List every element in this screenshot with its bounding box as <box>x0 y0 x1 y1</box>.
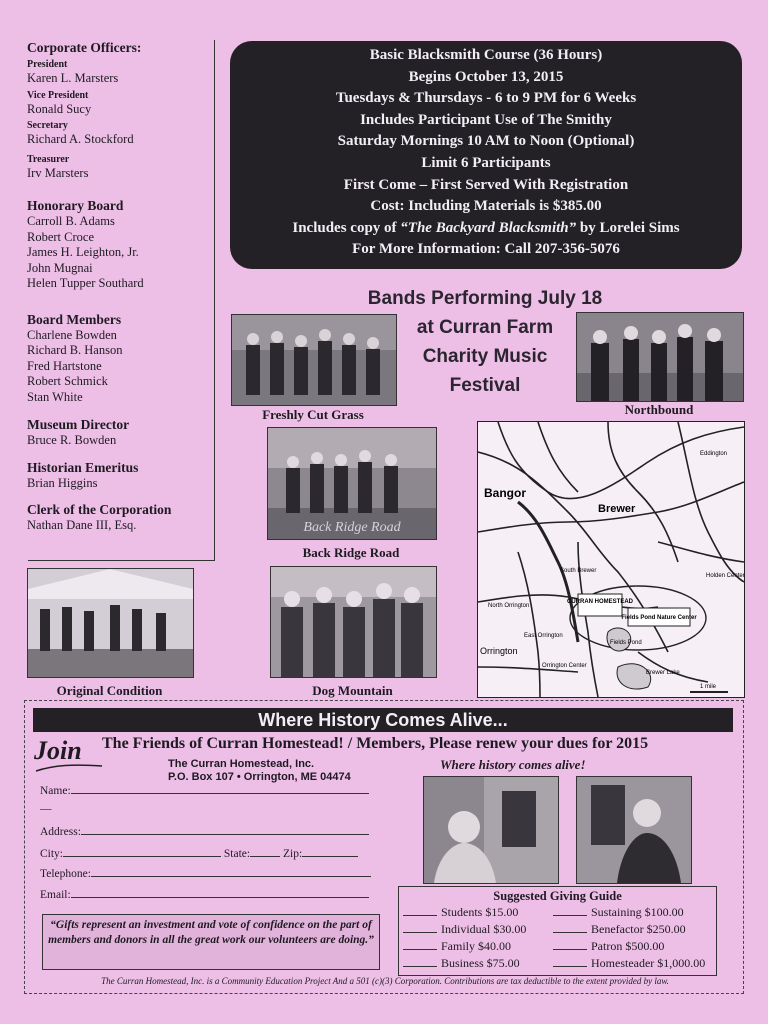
area-map <box>477 421 745 698</box>
sidebar <box>27 40 215 534</box>
guide-option[interactable] <box>403 905 518 920</box>
book-suffix: by Lorelei Sims <box>576 219 680 236</box>
state-field-label: State: <box>223 848 251 860</box>
sidebar-divider <box>214 40 215 560</box>
friends-heading: The Friends of Curran Homestead! / Members, Please renew your dues for 2015 <box>102 735 649 752</box>
course-line: First Come – First Served With Registration <box>343 176 629 193</box>
course-line: Limit 6 Participants <box>421 154 551 171</box>
guide-option[interactable] <box>553 939 664 954</box>
join-heading: Join <box>34 736 82 765</box>
secretary-name: Richard A. Stockford <box>27 132 134 146</box>
map-label-curran: CURRAN HOMESTEAD <box>567 599 633 605</box>
zip-field[interactable] <box>302 845 358 857</box>
course-line: Saturday Mornings 10 AM to Noon (Optional) <box>337 133 635 150</box>
map-label-orrington: Orrington <box>480 646 518 656</box>
vice-president-name: Ronald Sucy <box>27 101 92 116</box>
map-label-holden: Holden Center <box>706 573 744 579</box>
board-members-heading: Board Members <box>27 311 122 327</box>
email-field-label: Email: <box>40 889 71 901</box>
bands-line: at Curran Farm <box>416 317 554 338</box>
name-field-label: Name: <box>40 785 71 797</box>
honorary-member: John Mugnai <box>27 260 93 275</box>
telephone-field[interactable] <box>91 865 371 877</box>
treasurer-label: Treasurer <box>27 153 70 165</box>
freshly-cut-grass-caption: Freshly Cut Grass <box>262 407 364 422</box>
guide-option-label: Sustaining $100.00 <box>591 905 684 919</box>
dog-mountain-caption: Dog Mountain <box>312 683 393 698</box>
honorary-member: Robert Croce <box>27 229 94 244</box>
treasurer-name: Irv Marsters <box>27 165 89 180</box>
dash-mark: — <box>40 803 52 815</box>
guide-option[interactable] <box>553 956 705 971</box>
address-field-row <box>40 823 369 838</box>
honorary-board-heading: Honorary Board <box>27 198 124 213</box>
book-prefix: Includes copy of <box>292 219 401 236</box>
map-label-south-brewer: South Brewer <box>560 568 597 574</box>
telephone-field-row <box>40 865 371 880</box>
giving-guide <box>398 886 717 976</box>
museum-director-name: Bruce R. Bowden <box>27 433 117 447</box>
historian-name: Brian Higgins <box>27 475 98 490</box>
clerk-name: Nathan Dane III, Esq. <box>27 518 137 532</box>
map-label-brewer: Brewer <box>598 503 636 515</box>
museum-director-heading: Museum Director <box>27 417 130 432</box>
giving-guide-title: Suggested Giving Guide <box>493 889 622 903</box>
membership-banner: Where History Comes Alive... <box>33 708 733 732</box>
zip-field-label: Zip: <box>282 848 303 860</box>
guide-option[interactable] <box>553 905 684 920</box>
state-field[interactable] <box>250 845 280 857</box>
course-book-line <box>230 218 742 240</box>
guide-option[interactable] <box>403 956 520 971</box>
course-line: Tuesdays & Thursdays - 6 to 9 PM for 6 Weeks <box>335 90 637 107</box>
course-contact: For More Information: Call 207-356-5076 <box>352 241 620 258</box>
city-state-zip-row <box>40 845 358 860</box>
footer-note: The Curran Homestead, Inc. is a Community Education Project And a 501 (c)(3) Corporation. Contributions are tax deductible to the extent provided by law. <box>101 976 669 986</box>
northbound-photo <box>576 312 744 402</box>
dog-mountain-photo <box>270 566 437 678</box>
back-ridge-road-caption: Back Ridge Road <box>302 545 400 560</box>
org-name: The Curran Homestead, Inc. <box>168 758 315 770</box>
board-member: Robert Schmick <box>27 374 108 388</box>
board-member: Richard B. Hanson <box>27 343 123 357</box>
guide-option-label: Business $75.00 <box>441 956 520 970</box>
freshly-cut-grass-photo <box>231 314 397 406</box>
name-field-row <box>40 782 369 797</box>
org-address <box>168 758 351 784</box>
address-field[interactable] <box>81 823 369 835</box>
board-member: Stan White <box>27 389 83 404</box>
email-field-row <box>40 886 369 901</box>
bands-line: Charity Music <box>422 346 548 367</box>
email-field[interactable] <box>71 886 369 898</box>
org-postal: P.O. Box 107 • Orrington, ME 04474 <box>168 771 351 783</box>
historian-heading: Historian Emeritus <box>27 459 139 475</box>
telephone-field-label: Telephone: <box>40 868 91 880</box>
guide-option-label: Family $40.00 <box>441 939 512 953</box>
guide-option[interactable] <box>403 939 511 954</box>
corporate-officers-heading: Corporate Officers: <box>27 40 142 55</box>
address-field-label: Address: <box>40 826 81 838</box>
book-title: “The Backyard Blacksmith” <box>400 219 577 236</box>
phone-operator-photo <box>423 776 559 884</box>
phone-visitor-photo <box>576 776 692 884</box>
back-ridge-road-photo <box>267 427 437 540</box>
president-name: Karen L. Marsters <box>27 71 119 85</box>
secretary-label: Secretary <box>27 120 68 131</box>
map-label-eddington: Eddington <box>700 451 728 457</box>
gifts-quote: “Gifts represent an investment and vote of confidence on the part of members and donors in all the great work our volunteers are doing.” <box>42 914 380 970</box>
guide-option[interactable] <box>403 922 526 937</box>
map-label-north-orrington: North Orrington <box>488 603 530 609</box>
guide-option-label: Patron $500.00 <box>591 939 665 953</box>
back-ridge-sign: Back Ridge Road <box>303 520 401 535</box>
bands-line: Bands Performing July 18 <box>367 288 603 309</box>
tagline: Where history comes alive! <box>440 757 586 772</box>
city-field[interactable] <box>63 845 221 857</box>
honorary-member: Carroll B. Adams <box>27 214 115 228</box>
bands-line: Festival <box>449 375 521 396</box>
map-label-pond: Fields Pond <box>610 640 642 646</box>
name-field[interactable] <box>71 782 369 794</box>
course-line: Cost: Including Materials is $385.00 <box>370 198 602 215</box>
board-member: Charlene Bowden <box>27 327 117 342</box>
vice-president-label: Vice President <box>27 89 89 101</box>
course-line: Begins October 13, 2015 <box>408 68 564 85</box>
city-field-label: City: <box>40 848 64 860</box>
honorary-member: Helen Tupper Southard <box>27 276 144 290</box>
map-label-fields-pond: Fields Pond Nature Center <box>621 615 697 621</box>
president-label: President <box>27 59 68 70</box>
guide-option[interactable] <box>553 922 686 937</box>
clerk-heading: Clerk of the Corporation <box>27 502 172 517</box>
guide-option-label: Benefactor $250.00 <box>591 922 686 936</box>
guide-option-label: Homesteader $1,000.00 <box>591 956 706 970</box>
course-line: Basic Blacksmith Course (36 Hours) <box>369 47 603 63</box>
original-condition-caption: Original Condition <box>56 683 163 698</box>
guide-option-label: Individual $30.00 <box>441 922 527 936</box>
sidebar-bottom-divider <box>28 560 215 561</box>
map-label-bangor: Bangor <box>484 486 526 500</box>
guide-option-label: Students $15.00 <box>441 905 519 919</box>
honorary-member: James H. Leighton, Jr. <box>27 245 139 259</box>
northbound-caption: Northbound <box>624 402 694 417</box>
map-scale-label: 1 mile <box>700 684 717 690</box>
board-member: Fred Hartstone <box>27 358 102 373</box>
map-label-brewer-lake: Brewer Lake <box>646 670 680 676</box>
map-label-east-orrington: East Orrington <box>524 633 563 639</box>
join-underline <box>34 763 104 773</box>
course-line: Includes Participant Use of The Smithy <box>360 111 612 128</box>
blacksmith-course-box <box>230 41 742 269</box>
map-label-orrington-center: Orrington Center <box>542 663 587 669</box>
original-condition-photo <box>27 568 194 678</box>
